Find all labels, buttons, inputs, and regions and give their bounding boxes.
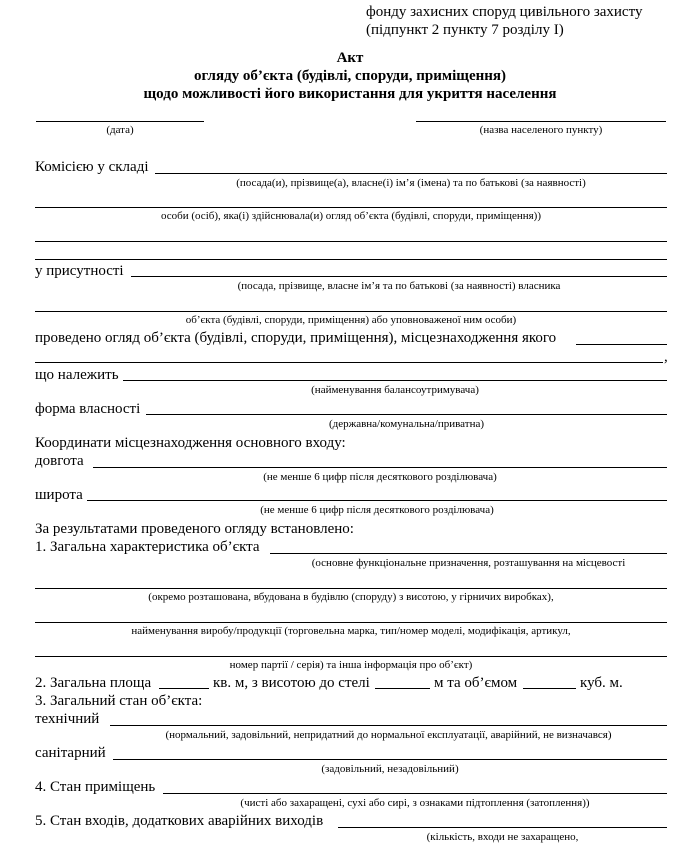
height-field[interactable]	[375, 688, 430, 689]
comma: ,	[664, 349, 668, 365]
longitude-hint: (не менше 6 цифр після десяткового розділювача)	[263, 471, 497, 483]
presence-field[interactable]	[131, 276, 667, 277]
sanitary-hint: (задовільний, незадовільний)	[321, 763, 459, 775]
commission-hint-1: (посада(и), прізвище(а), власне(і) ім’я (імена) та по батькові (за наявності)	[236, 177, 586, 189]
presence-field-2[interactable]	[35, 311, 667, 312]
sanitary-label: санітарний	[35, 745, 106, 761]
area-field[interactable]	[159, 688, 209, 689]
location-field-2[interactable]	[35, 362, 663, 363]
act-title: Акт	[336, 50, 364, 66]
item2-area-label: 2. Загальна площа	[35, 675, 152, 691]
item4-label: 4. Стан приміщень	[35, 779, 156, 795]
item1-label: 1. Загальна характеристика об’єкта	[35, 539, 260, 555]
owner-hint: (найменування балансоутримувача)	[311, 384, 479, 396]
item1-hint-3: найменування виробу/продукції (торговельна марка, тип/номер моделі, модифікація, артикул,	[131, 625, 571, 637]
item5-field[interactable]	[338, 827, 667, 828]
item1-field-2[interactable]	[35, 588, 667, 589]
inspection-text: проведено огляд об’єкта (будівлі, споруди, приміщення), місцезнаходження якого	[35, 330, 557, 346]
item1-field-4[interactable]	[35, 656, 667, 657]
item4-hint: (чисті або захаращені, сухі або сирі, з ознаками підтоплення (затоплення))	[240, 797, 590, 809]
latitude-hint: (не менше 6 цифр після десяткового розділювача)	[260, 504, 494, 516]
act-subtitle-1: огляду об’єкта (будівлі, споруди, приміщення)	[193, 68, 507, 84]
ownership-field[interactable]	[146, 414, 667, 415]
latitude-field[interactable]	[87, 500, 667, 501]
place-field[interactable]	[416, 121, 666, 122]
blank-line[interactable]	[35, 241, 667, 242]
reference-line-1: фонду захисних споруд цивільного захисту	[366, 4, 643, 20]
item2-unit: куб. м.	[580, 675, 623, 691]
technical-label: технічний	[35, 711, 100, 727]
item1-field-3[interactable]	[35, 622, 667, 623]
technical-hint: (нормальний, задовільний, непридатний до нормальної експлуатації, аварійний, не визначався)	[165, 729, 612, 741]
coords-heading: Координати місцезнаходження основного входу:	[35, 435, 346, 451]
item4-field[interactable]	[163, 793, 667, 794]
latitude-label: широта	[35, 487, 83, 503]
presence-hint-1: (посада, прізвище, власне ім’я та по батькові (за наявності) власника	[237, 280, 561, 292]
commission-field-2[interactable]	[35, 207, 667, 208]
item1-field[interactable]	[270, 553, 667, 554]
location-field[interactable]	[576, 344, 667, 345]
act-subtitle-2: щодо можливості його використання для укриття населення	[143, 86, 557, 102]
commission-field[interactable]	[155, 173, 667, 174]
item1-hint-2: (окремо розташована, вбудована в будівлю (споруду) з висотою, у гірничих виробках),	[148, 591, 554, 603]
longitude-field[interactable]	[93, 467, 667, 468]
sanitary-field[interactable]	[113, 759, 667, 760]
owner-label: що належить	[35, 367, 119, 383]
item3-label: 3. Загальний стан об’єкта:	[35, 693, 203, 709]
date-hint: (дата)	[106, 124, 134, 136]
item5-hint: (кількість, входи не захаращено,	[426, 831, 579, 843]
reference-line-2: (підпункт 2 пункту 7 розділу І)	[366, 22, 564, 38]
technical-field[interactable]	[110, 725, 667, 726]
volume-field[interactable]	[523, 688, 576, 689]
presence-hint-2: об’єкта (будівлі, споруди, приміщення) або уповноваженої ним особи)	[185, 314, 517, 326]
date-field[interactable]	[36, 121, 204, 122]
results-heading: За результатами проведеного огляду встановлено:	[35, 521, 354, 537]
item5-label: 5. Стан входів, додаткових аварійних виходів	[35, 813, 324, 829]
longitude-label: довгота	[35, 453, 84, 469]
ownership-hint: (державна/комунальна/приватна)	[328, 418, 485, 430]
item2-volume-label: м та об’ємом	[434, 675, 518, 691]
place-hint: (назва населеного пункту)	[479, 124, 603, 136]
presence-label: у присутності	[35, 263, 124, 279]
item1-hint-1: (основне функціональне призначення, розташування на місцевості	[311, 557, 626, 569]
ownership-label: форма власності	[35, 401, 141, 417]
item2-height-label: кв. м, з висотою до стелі	[213, 675, 370, 691]
blank-line[interactable]	[35, 259, 667, 260]
item1-hint-4: номер партії / серія) та інша інформація про об’єкт)	[229, 659, 473, 671]
commission-label: Комісією у складі	[35, 159, 149, 175]
commission-hint-2: особи (осіб), яка(і) здійснювала(и) огляд об’єкта (будівлі, споруди, приміщення))	[160, 210, 542, 222]
owner-field[interactable]	[123, 380, 667, 381]
